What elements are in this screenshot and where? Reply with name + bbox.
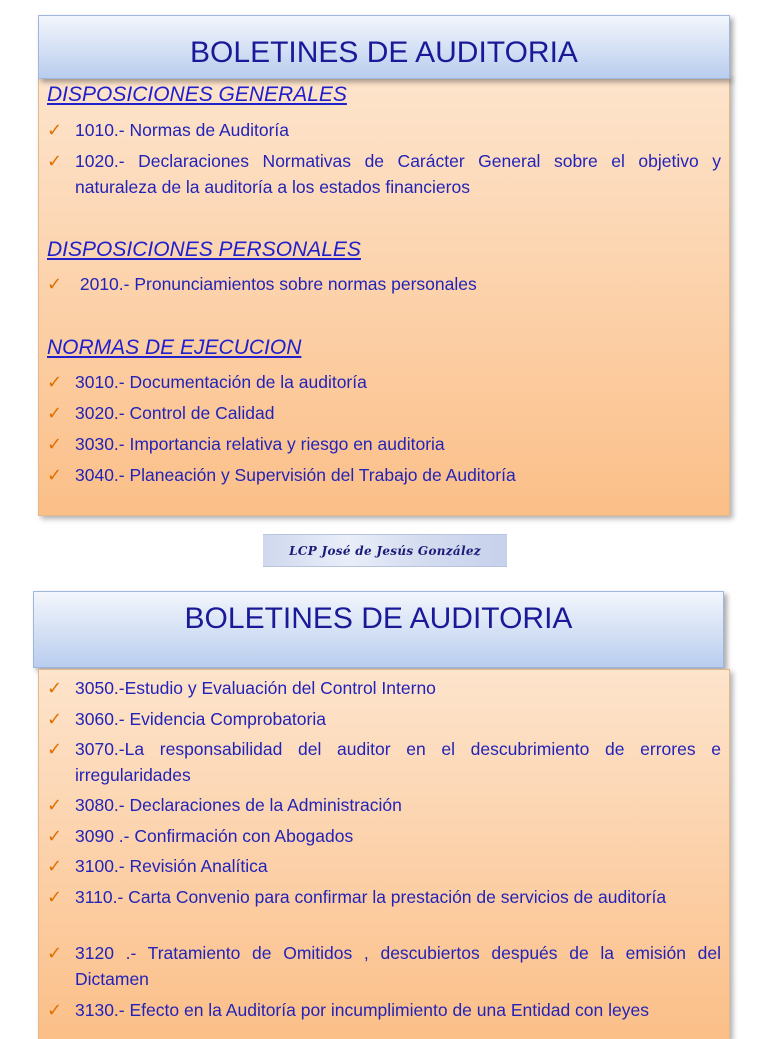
list-item: ✓ 3090 .- Confirmación con Abogados: [53, 823, 721, 849]
check-mark-icon: ✓: [47, 856, 63, 876]
list-item: ✓ 2010.- Pronunciamientos sobre normas personales: [53, 271, 721, 297]
list-item: ✓ 3080.- Declaraciones de la Administración: [53, 792, 721, 818]
check-mark-icon: ✓: [47, 1000, 63, 1020]
check-mark-icon: ✓: [47, 434, 63, 454]
check-mark-icon: ✓: [47, 372, 63, 392]
check-mark-icon: ✓: [47, 826, 63, 846]
list-item: ✓ 3070.-La responsabilidad del auditor en el descubrimiento de errores e irregularidades: [53, 736, 721, 788]
check-mark-icon: ✓: [47, 739, 63, 759]
slide2-content-box: [38, 669, 730, 1039]
list-item: ✓ 3030.- Importancia relativa y riesgo en auditoria: [53, 431, 721, 457]
list-item: ✓ 1020.- Declaraciones Normativas de Carácter General sobre el objetivo y naturaleza de la auditoría a los estados financieros: [53, 148, 721, 200]
author-stamp: [263, 534, 507, 567]
section-heading-disposiciones-personales: DISPOSICIONES PERSONALES: [47, 238, 361, 261]
slide1-title-box: [38, 15, 730, 79]
slide2-title-box: [33, 591, 724, 668]
check-mark-icon: ✓: [47, 403, 63, 423]
check-mark-icon: ✓: [47, 678, 63, 698]
list-item: ✓ 3050.-Estudio y Evaluación del Control Interno: [53, 675, 721, 701]
section-heading-disposiciones-generales: DISPOSICIONES GENERALES: [47, 83, 347, 106]
check-mark-icon: ✓: [47, 151, 63, 171]
author-stamp-text: LCP José de Jesús González: [289, 544, 481, 558]
check-mark-icon: ✓: [47, 943, 63, 963]
check-mark-icon: ✓: [47, 795, 63, 815]
list-item: ✓ 1010.- Normas de Auditoría: [53, 117, 721, 143]
check-mark-icon: ✓: [47, 274, 63, 294]
slide1-content-box: [38, 76, 730, 516]
list-item: ✓ 3020.- Control de Calidad: [53, 400, 721, 426]
check-mark-icon: ✓: [47, 887, 63, 907]
list-item: ✓ 3120 .- Tratamiento de Omitidos , descubiertos después de la emisión del Dictamen: [53, 940, 721, 992]
list-item: ✓ 3060.- Evidencia Comprobatoria: [53, 706, 721, 732]
section-heading-normas-de-ejecucion: NORMAS DE EJECUCION: [47, 336, 302, 359]
list-item: ✓ 3040.- Planeación y Supervisión del Trabajo de Auditoría: [53, 462, 721, 488]
list-item: ✓ 3110.- Carta Convenio para confirmar la prestación de servicios de auditoría: [53, 884, 721, 910]
slide-title: BOLETINES DE AUDITORIA: [184, 602, 573, 635]
check-mark-icon: ✓: [47, 465, 63, 485]
check-mark-icon: ✓: [47, 709, 63, 729]
list-item: ✓ 3100.- Revisión Analítica: [53, 853, 721, 879]
list-item: ✓ 3130.- Efecto en la Auditoría por incumplimiento de una Entidad con leyes: [53, 997, 721, 1023]
check-mark-icon: ✓: [47, 120, 63, 140]
slide-title: BOLETINES DE AUDITORIA: [190, 36, 578, 69]
list-item: ✓ 3010.- Documentación de la auditoría: [53, 369, 721, 395]
